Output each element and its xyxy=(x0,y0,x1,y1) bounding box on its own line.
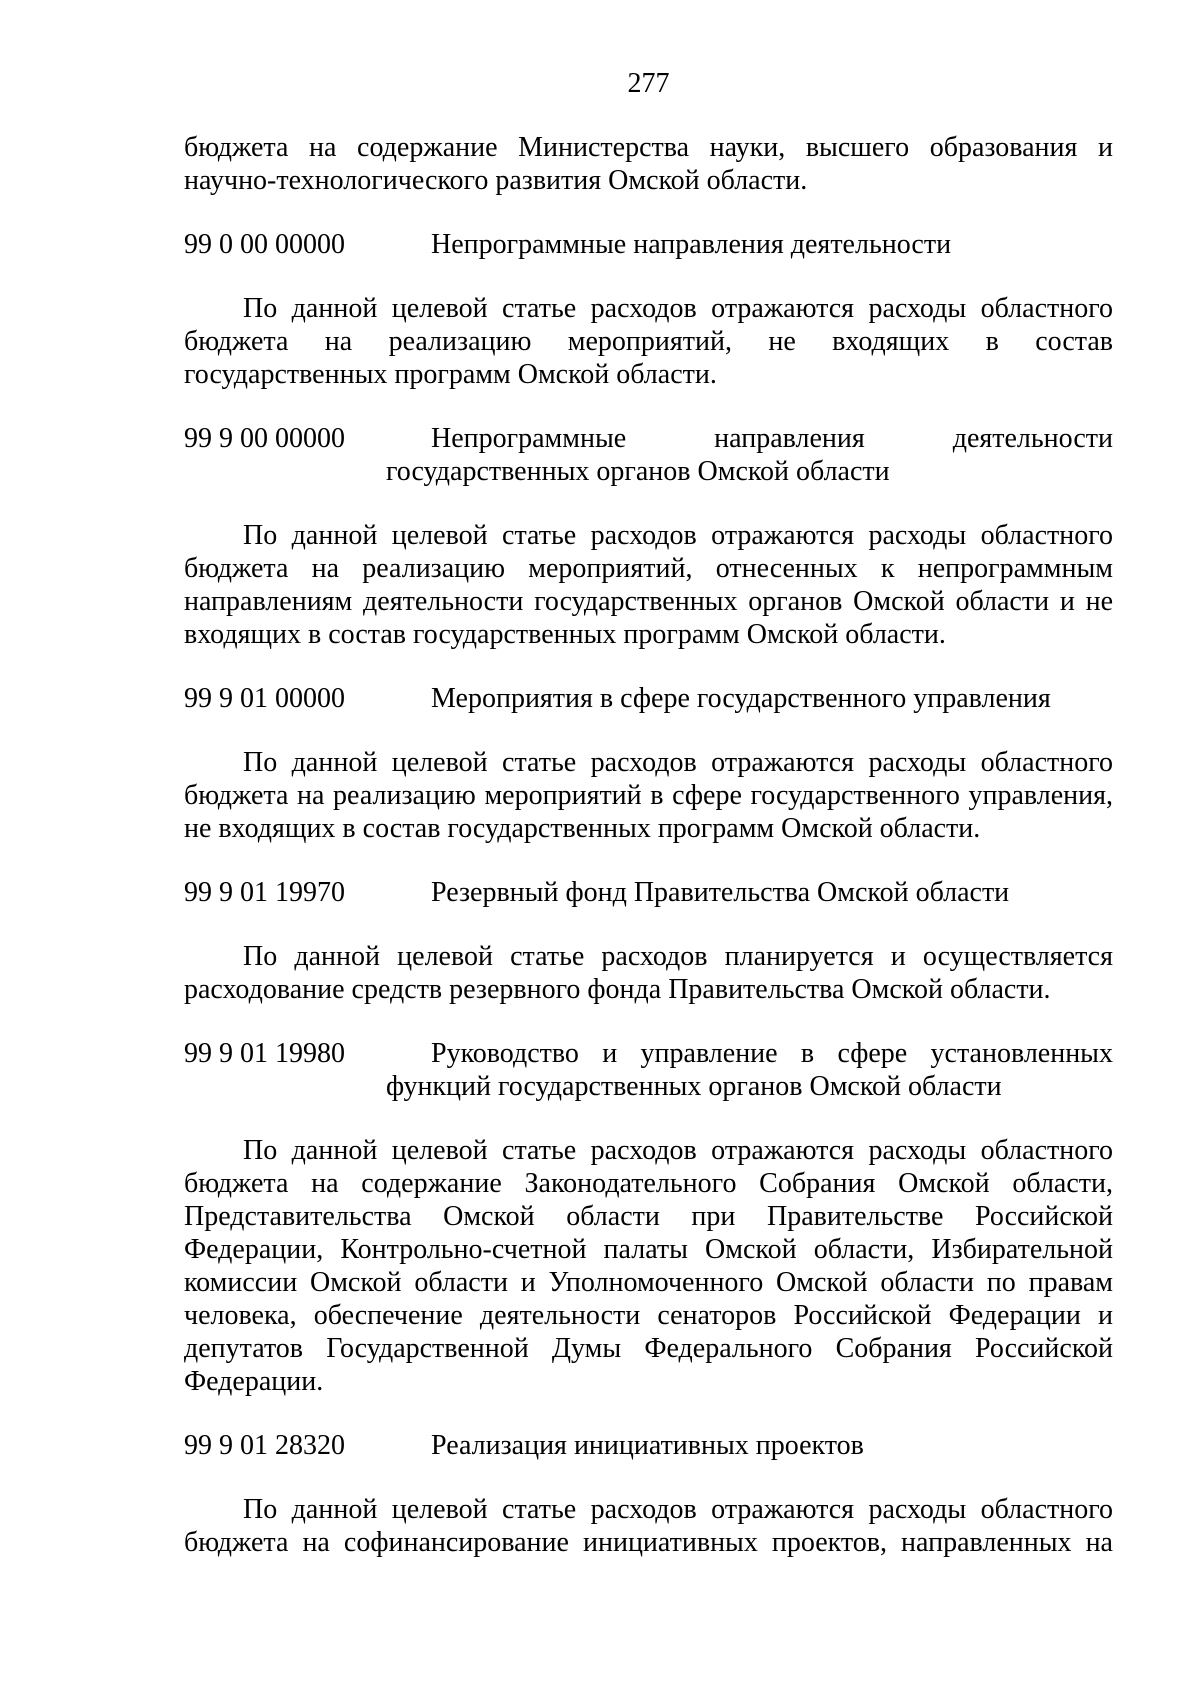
paragraph xyxy=(184,940,1113,1006)
text-line: По данной целевой статье расходов отражаются расходы областного xyxy=(243,520,1113,551)
text-line: человека, обеспечение деятельности сенаторов Российской Федерации и xyxy=(184,1300,1113,1331)
text-line: направлениям деятельности государственных органов Омской области и не xyxy=(184,586,1113,617)
code-heading xyxy=(184,1037,1113,1103)
text-line: бюджета на реализацию мероприятий, не входящих в состав xyxy=(184,326,1113,357)
budget-code: 99 9 01 19970 xyxy=(184,877,345,908)
heading-title-line: Резервный фонд Правительства Омской области xyxy=(431,877,1010,908)
heading-title-line: функций государственных органов Омской области xyxy=(386,1071,1002,1102)
text-line: бюджета на содержание Законодательного Собрания Омской области, xyxy=(184,1168,1113,1199)
text-line: депутатов Государственной Думы Федерального Собрания Российской xyxy=(184,1333,1113,1364)
code-heading xyxy=(184,1429,1113,1462)
paragraph xyxy=(184,519,1113,651)
code-heading xyxy=(184,228,1113,261)
text-line: не входящих в состав государственных программ Омской области. xyxy=(184,813,981,844)
heading-title-line: государственных органов Омской области xyxy=(386,456,890,487)
text-line: бюджета на реализацию мероприятий в сфере государственного управления, xyxy=(184,780,1113,811)
text-line: комиссии Омской области и Уполномоченного Омской области по правам xyxy=(184,1267,1113,1298)
code-heading xyxy=(184,876,1113,909)
text-line: бюджета на реализацию мероприятий, отнесенных к непрограммным xyxy=(184,553,1113,584)
paragraph xyxy=(184,1134,1113,1398)
text-line: бюджета на содержание Министерства науки, высшего образования и xyxy=(184,132,1113,163)
budget-code: 99 9 00 00000 xyxy=(184,423,345,454)
budget-code: 99 0 00 00000 xyxy=(184,229,345,260)
text-line: государственных программ Омской области. xyxy=(184,359,717,390)
budget-code: 99 9 01 28320 xyxy=(184,1430,345,1461)
text-line: входящих в состав государственных программ Омской области. xyxy=(184,619,946,650)
heading-title-line: Непрограммные направления деятельности xyxy=(431,423,1113,454)
text-line: научно-технологического развития Омской области. xyxy=(184,165,808,196)
document-body xyxy=(184,131,1113,1559)
paragraph xyxy=(184,1493,1113,1559)
text-line: Представительства Омской области при Правительстве Российской xyxy=(184,1201,1113,1232)
paragraph xyxy=(184,131,1113,197)
paragraph xyxy=(184,292,1113,391)
paragraph xyxy=(184,746,1113,845)
code-heading xyxy=(184,682,1113,715)
text-line: По данной целевой статье расходов планируется и осуществляется xyxy=(243,941,1113,972)
text-line: бюджета на софинансирование инициативных проектов, направленных на xyxy=(184,1527,1113,1558)
heading-title-line: Мероприятия в сфере государственного управления xyxy=(431,683,1051,714)
text-line: По данной целевой статье расходов отражаются расходы областного xyxy=(243,293,1113,324)
text-line: Федерации. xyxy=(184,1366,324,1397)
budget-code: 99 9 01 00000 xyxy=(184,683,345,714)
code-heading xyxy=(184,422,1113,488)
text-line: По данной целевой статье расходов отражаются расходы областного xyxy=(243,1494,1113,1525)
text-line: По данной целевой статье расходов отражаются расходы областного xyxy=(243,747,1113,778)
heading-title-line: Руководство и управление в сфере установленных xyxy=(431,1038,1113,1069)
text-line: По данной целевой статье расходов отражаются расходы областного xyxy=(243,1135,1113,1166)
page-number: 277 xyxy=(627,68,670,99)
text-line: расходование средств резервного фонда Правительства Омской области. xyxy=(184,974,1051,1005)
text-line: Федерации, Контрольно-счетной палаты Омской области, Избирательной xyxy=(184,1234,1113,1265)
heading-title-line: Реализация инициативных проектов xyxy=(431,1430,864,1461)
heading-title-line: Непрограммные направления деятельности xyxy=(431,229,952,260)
budget-code: 99 9 01 19980 xyxy=(184,1038,345,1069)
